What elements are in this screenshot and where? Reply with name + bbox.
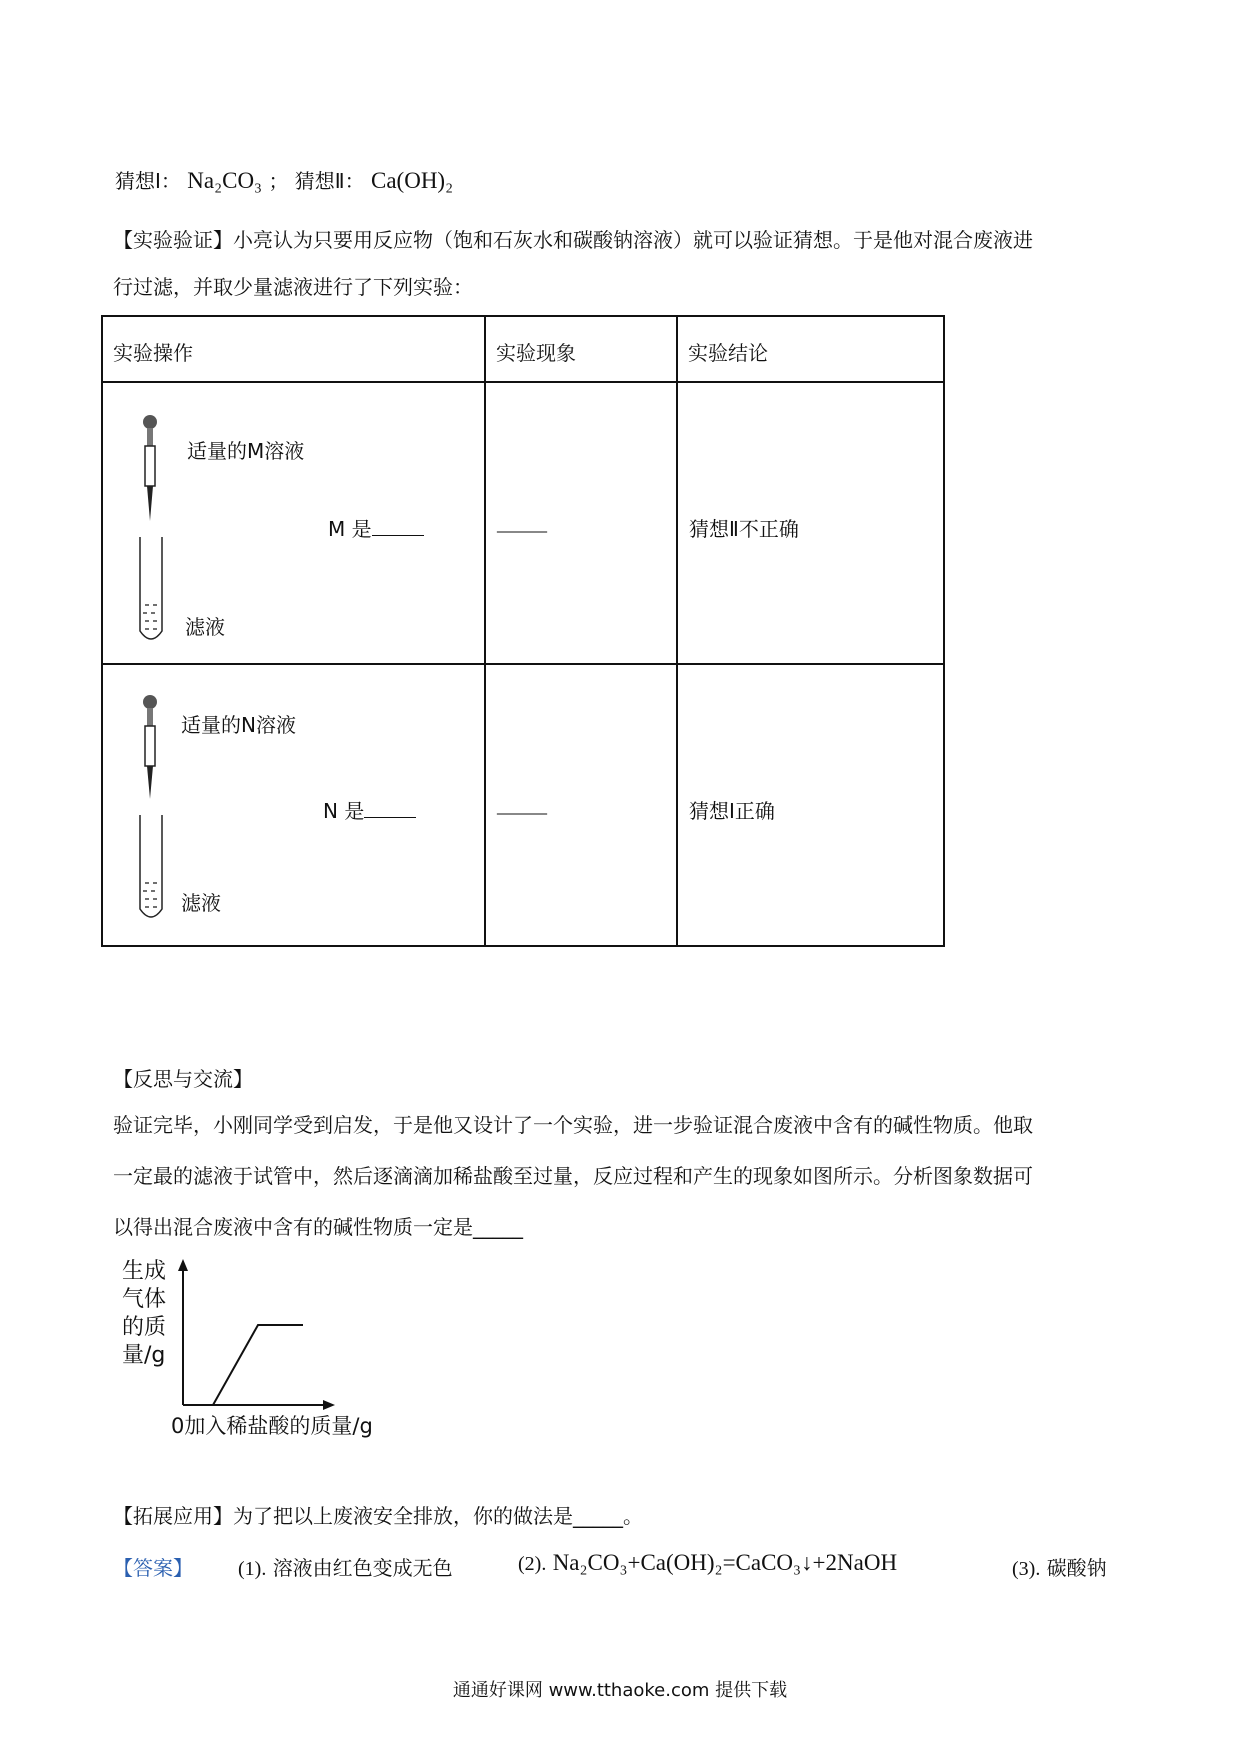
- extension-heading: 【拓展应用】: [113, 1504, 233, 1528]
- reflection-line-1: 验证完毕，小刚同学受到启发，于是他又设计了一个实验，进一步验证混合废液中含有的碱性物质。他取: [113, 1113, 1033, 1137]
- header-conclusion: 实验结论: [688, 341, 768, 365]
- graph-x-label: [171, 1410, 373, 1440]
- reagent-prompt-n: N 是: [323, 799, 365, 823]
- dropper-test-tube-icon: [138, 691, 178, 927]
- reflection-line-3: 以得出混合废液中含有的碱性物质一定是_____: [113, 1215, 523, 1239]
- graph-origin-label: 0: [171, 1414, 185, 1438]
- experiment-verify-text-2: 行过滤，并取少量滤液进行了下列实验：: [113, 275, 473, 299]
- phenomenon-blank-2: _____: [497, 795, 547, 817]
- conclusion-1: 猜想Ⅱ不正确: [689, 517, 799, 541]
- graph-y-label-line: 气体: [122, 1287, 167, 1312]
- experiment-verify-paragraph: [113, 215, 1033, 313]
- answer-2-number: (2).: [518, 1553, 547, 1575]
- hypothesis-2-label: 猜想Ⅱ：: [294, 169, 365, 193]
- gas-mass-chart: [170, 1255, 340, 1415]
- answer-3: [1012, 1552, 1107, 1581]
- answer-1-text: 溶液由红色变成无色: [272, 1556, 453, 1580]
- footer-text: 通通好课网 www.tthaoke.com 提供下载: [452, 1680, 788, 1701]
- filtrate-label-n: 滤液: [181, 891, 221, 915]
- answer-1-number: (1).: [238, 1558, 267, 1580]
- extension-line: [113, 1500, 643, 1529]
- header-phenomenon: 实验现象: [496, 341, 576, 365]
- answer-2: [518, 1550, 897, 1576]
- table-row: [102, 382, 944, 664]
- reagent-blank-m: [372, 517, 424, 536]
- experiment-verify-text-1: 小亮认为只要用反应物（饱和石灰水和碳酸钠溶液）就可以验证猜想。于是他对混合废液进: [233, 228, 1033, 252]
- graph-y-label-line: 生成: [122, 1259, 167, 1284]
- answer-1: [238, 1552, 453, 1581]
- experiment-table: [101, 315, 945, 947]
- extension-text: 为了把以上废液安全排放，你的做法是_____。: [233, 1504, 643, 1528]
- gas-mass-series-line: [213, 1325, 303, 1405]
- reagent-blank-n: [364, 799, 416, 818]
- answer-line: [113, 1552, 193, 1581]
- dropper-test-tube-icon: [138, 411, 178, 647]
- reagent-prompt-m: M 是: [328, 517, 372, 541]
- hypothesis-2-formula: Ca(OH)₂: [371, 168, 454, 193]
- header-operation: 实验操作: [113, 341, 193, 365]
- graph-y-label-line: 的质: [122, 1315, 167, 1340]
- phenomenon-blank-1: _____: [497, 513, 547, 535]
- graph-y-label: [122, 1258, 166, 1370]
- table-header-row: [102, 316, 944, 382]
- dropper-label-m: 适量的M溶液: [187, 439, 305, 463]
- y-axis-arrow: [178, 1259, 188, 1271]
- reflection-paragraph: [113, 1100, 1033, 1253]
- answer-3-text: 碳酸钠: [1046, 1556, 1107, 1580]
- filtrate-label-m: 滤液: [185, 615, 225, 639]
- answer-2-formula: Na₂CO₃+Ca(OH)₂=CaCO₃↓+2NaOH: [552, 1550, 898, 1575]
- dropper-label-n: 适量的N溶液: [181, 713, 296, 737]
- hypothesis-separator: ；: [268, 169, 289, 193]
- answer-tag: 【答案】: [113, 1556, 193, 1580]
- reflection-heading: 【反思与交流】: [113, 1067, 253, 1091]
- answer-3-number: (3).: [1012, 1558, 1041, 1580]
- graph-y-label-line: 量/g: [122, 1343, 166, 1368]
- hypothesis-1-label: 猜想Ⅰ：: [115, 169, 181, 193]
- conclusion-2: 猜想Ⅰ正确: [689, 799, 775, 823]
- x-axis-arrow: [323, 1400, 335, 1410]
- experiment-verify-heading: 【实验验证】: [113, 228, 233, 252]
- hypothesis-line: [115, 165, 453, 194]
- reflection-line-2: 一定最的滤液于试管中，然后逐滴滴加稀盐酸至过量，反应过程和产生的现象如图所示。分析图象数据可: [113, 1164, 1033, 1188]
- table-row: [102, 664, 944, 946]
- hypothesis-1-formula: Na₂CO₃: [187, 168, 263, 193]
- graph-x-label-text: 加入稀盐酸的质量/g: [184, 1414, 373, 1438]
